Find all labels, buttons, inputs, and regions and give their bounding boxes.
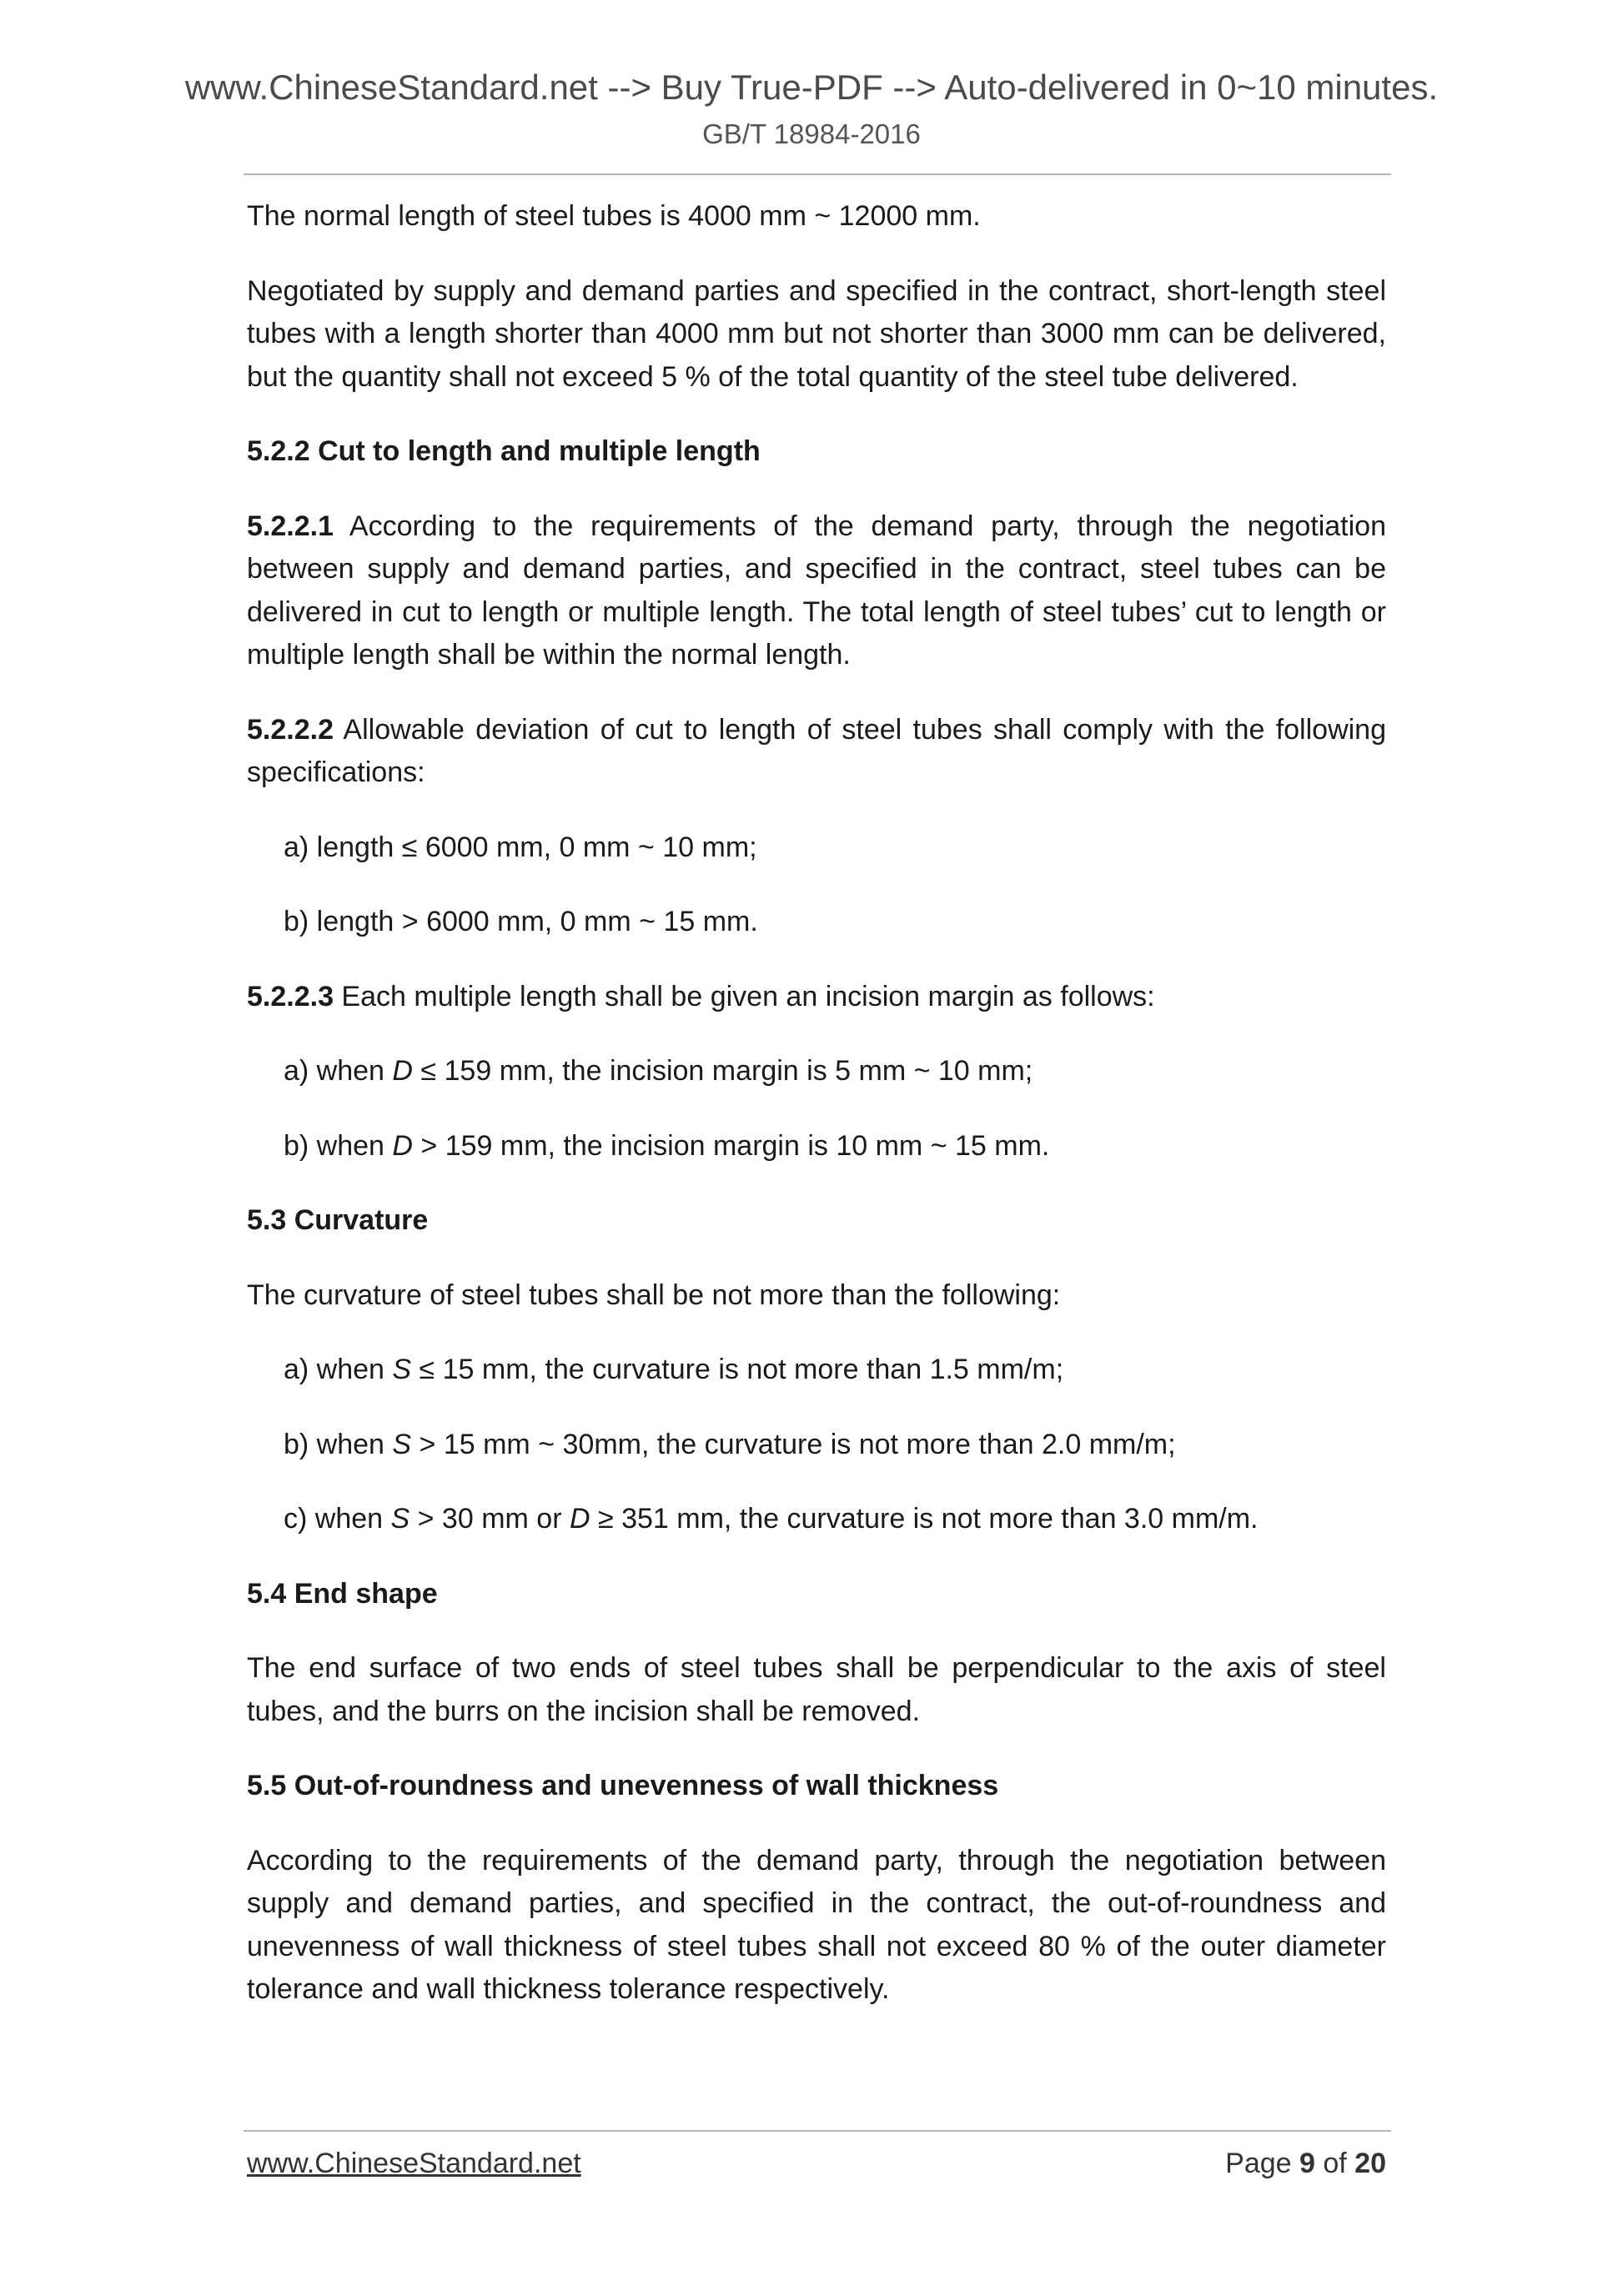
variable-s: S: [392, 1428, 412, 1460]
standard-number: GB/T 18984-2016: [702, 118, 921, 149]
clause-number: 5.2.2.1: [247, 510, 334, 542]
clause-5-2-2-3: [247, 976, 1386, 1019]
clause-text: According to the requirements of the demand party, through the negotiation between supply and demand parties, and specified in the contract, steel tubes can be delivered in cut to length or multiple length. The total length of steel tubes’ cut to length or multiple length shall be within the normal length.: [247, 510, 1386, 671]
list-item: a) when D ≤ 159 mm, the incision margin is 5 mm ~ 10 mm;: [284, 1055, 1033, 1087]
variable-d: D: [392, 1055, 413, 1087]
paragraph-curvature: The curvature of steel tubes shall be not more than the following:: [247, 1279, 1061, 1311]
list-item: b) when D > 159 mm, the incision margin is 10 mm ~ 15 mm.: [284, 1129, 1050, 1162]
paragraph-roundness: According to the requirements of the demand party, through the negotiation between supply and demand parties, and specified in the contract, the out-of-roundness and unevenness of wall thickness of steel tubes shall not exceed 80 % of the outer diameter tolerance and wall thickness tolerance respectively.: [247, 1844, 1386, 2005]
clause-text: Allowable deviation of cut to length of steel tubes shall comply with the following specifications:: [247, 713, 1386, 788]
variable-d: D: [392, 1129, 413, 1162]
document-body: [247, 195, 1386, 2012]
heading-5-5: 5.5 Out-of-roundness and unevenness of wall thickness: [247, 1770, 999, 1801]
list-item: b) when S > 15 mm ~ 30mm, the curvature is not more than 2.0 mm/m;: [284, 1428, 1176, 1460]
heading-5-3: 5.3 Curvature: [247, 1204, 429, 1236]
header-divider: [244, 173, 1391, 175]
list-item: a) when S ≤ 15 mm, the curvature is not more than 1.5 mm/m;: [284, 1354, 1064, 1385]
list-item: a) length ≤ 6000 mm, 0 mm ~ 10 mm;: [284, 831, 757, 863]
variable-d: D: [569, 1503, 590, 1535]
footer-divider: [244, 2130, 1391, 2132]
total-pages: 20: [1354, 2148, 1386, 2179]
paragraph-short-length: Negotiated by supply and demand parties and specified in the contract, short-length steel tubes with a length shorter than 4000 mm but not shorter than 3000 mm can be delivered, but the quantity shall not exceed 5 % of the total quantity of the steel tube delivered.: [247, 274, 1386, 393]
heading-5-4: 5.4 End shape: [247, 1577, 438, 1610]
current-page: 9: [1299, 2148, 1315, 2179]
variable-s: S: [390, 1503, 410, 1535]
paragraph-end-shape: The end surface of two ends of steel tubes shall be perpendicular to the axis of steel tubes, and the burrs on the incision shall be removed.: [247, 1652, 1386, 1727]
variable-s: S: [392, 1354, 412, 1385]
list-item: b) length > 6000 mm, 0 mm ~ 15 mm.: [284, 906, 758, 937]
clause-text: Each multiple length shall be given an incision margin as follows:: [333, 980, 1155, 1012]
clause-number: 5.2.2.3: [247, 980, 334, 1012]
page-number: Page 9 of 20: [1225, 2148, 1386, 2179]
paragraph-normal-length: The normal length of steel tubes is 4000 mm ~ 12000 mm.: [247, 200, 981, 232]
footer-website-link[interactable]: www.ChineseStandard.net: [247, 2148, 581, 2179]
list-item: c) when S > 30 mm or D ≥ 351 mm, the curvature is not more than 3.0 mm/m.: [284, 1503, 1259, 1535]
clause-number: 5.2.2.2: [247, 713, 334, 746]
page-header: [0, 65, 1623, 152]
clause-5-2-2-1: [247, 505, 1386, 677]
clause-5-2-2-2: [247, 709, 1386, 795]
header-banner: www.ChineseStandard.net --> Buy True-PDF --> Auto-delivered in 0~10 minutes.: [184, 68, 1439, 107]
heading-5-2-2: 5.2.2 Cut to length and multiple length: [247, 435, 761, 467]
